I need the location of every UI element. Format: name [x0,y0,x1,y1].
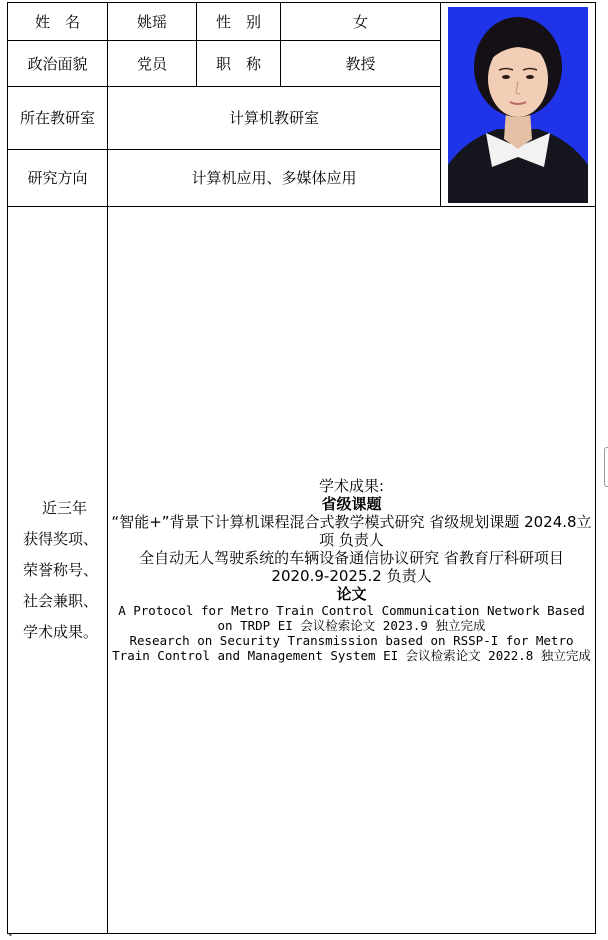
papers-heading: 论文 [336,585,367,603]
achievements-label-line: 社会兼职、 [22,591,98,610]
achievements-label-line: 获得奖项、 [22,529,98,548]
achievements-label-cell [8,207,108,934]
achievements-label-line: 近三年 [41,498,87,517]
scroll-edge-marker[interactable] [604,447,608,487]
profile-form [7,2,595,934]
achievements-content [108,207,596,934]
project-item: 全自动无人驾驶系统的车辆设备通信协议研究 省教育厅科研项目 2020.9-2025.2 负责人 [139,549,564,585]
achievements-label [8,493,107,648]
paper-item: Research on Security Transmission based on RSSP-I for Metro Train Control and Management System EI 会议检索论文 2022.8 独立完成 [112,633,591,663]
research-label: 研究方向 [8,150,108,207]
gender-label: 性 别 [197,3,281,41]
achievements-heading: 学术成果: [318,477,385,495]
title-value: 教授 [281,41,441,87]
paragraph-end-icon: • [8,931,13,940]
political-label: 政治面貌 [8,41,108,87]
gender-value: 女 [281,3,441,41]
projects-heading: 省级课题 [321,495,382,513]
name-label: 姓 名 [8,3,108,41]
research-value: 计算机应用、多媒体应用 [108,150,441,207]
achievements-label-line: 荣誉称号、 [22,560,98,579]
political-value: 党员 [108,41,197,87]
department-label: 所在教研室 [8,87,108,150]
name-value: 姚瑶 [108,3,197,41]
profile-table [7,2,596,934]
photo-cell [441,3,596,207]
achievements-label-line: 学术成果。 [22,622,98,641]
department-value: 计算机教研室 [108,87,441,150]
title-label: 职 称 [197,41,281,87]
portrait-photo [448,7,588,203]
paper-item: A Protocol for Metro Train Control Communication Network Based on TRDP EI 会议检索论文 2023.9 独立完成 [118,603,585,633]
project-item: “智能+”背景下计算机课程混合式教学模式研究 省级规划课题 2024.8立项 负责人 [111,513,592,549]
